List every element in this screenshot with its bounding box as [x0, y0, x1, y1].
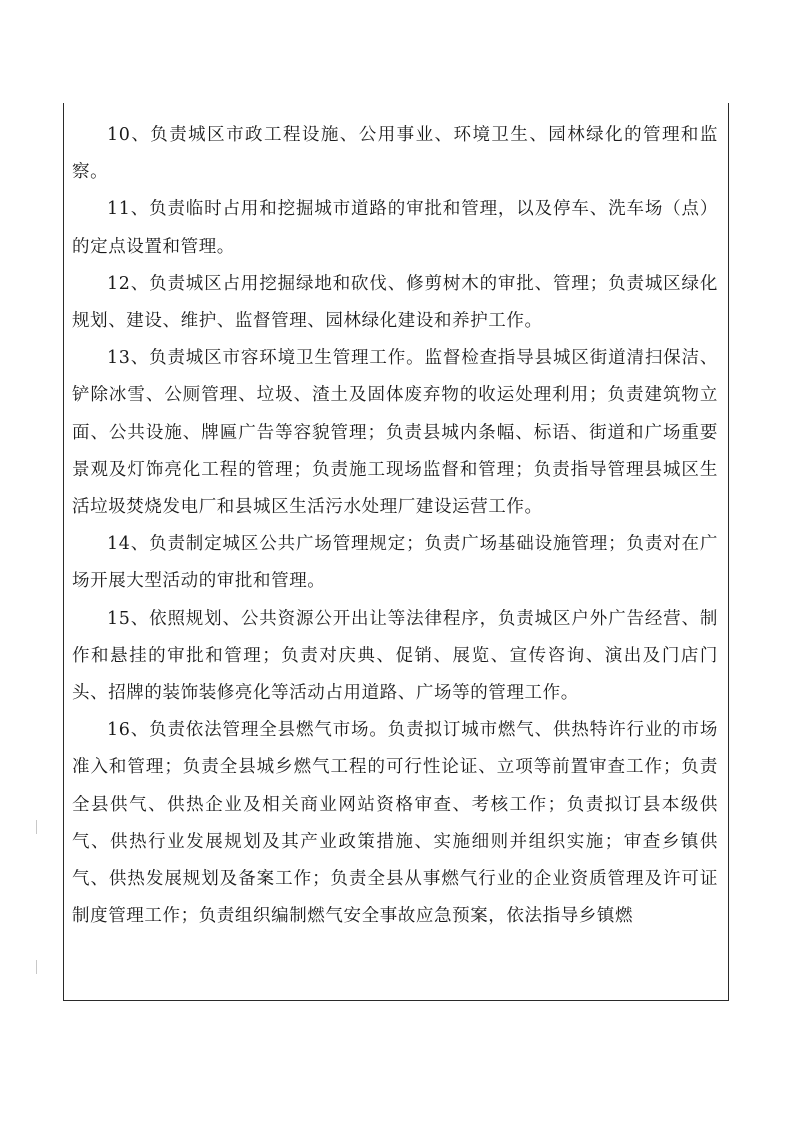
scan-margin-mark: [36, 960, 37, 974]
paragraph-item-13: 13、负责城区市容环境卫生管理工作。监督检查指导县城区街道清扫保洁、铲除冰雪、公厕管理、垃圾、渣土及固体废弃物的收运处理利用；负责建筑物立面、公共设施、牌匾广告等容貌管理；负责县城内条幅、标语、街道和广场重要景观及灯饰亮化工程的管理；负责施工现场监督和管理；负责指导管理县城区生活垃圾焚烧发电厂和县城区生活污水处理厂建设运营工作。: [72, 348, 718, 518]
paragraph-item-15: 15、依照规划、公共资源公开出让等法律程序，负责城区户外广告经营、制作和悬挂的审批和管理；负责对庆典、促销、展览、宣传咨询、演出及门店门头、招牌的装饰装修亮化等活动占用道路、广场等的管理工作。: [72, 608, 718, 704]
paragraph-item-14: 14、负责制定城区公共广场管理规定；负责广场基础设施管理；负责对在广场开展大型活动的审批和管理。: [72, 534, 718, 592]
document-body: [72, 117, 718, 935]
paragraph-item-10: 10、负责城区市政工程设施、公用事业、环境卫生、园林绿化的管理和监察。: [72, 125, 718, 183]
table-cell-frame: [63, 103, 729, 1001]
paragraph-item-11: 11、负责临时占用和挖掘城市道路的审批和管理，以及停车、洗车场（点）的定点设置和管理。: [72, 199, 718, 257]
scan-margin-mark: [36, 820, 37, 834]
paragraph-item-16: 16、负责依法管理全县燃气市场。负责拟订城市燃气、供热特许行业的市场准入和管理；负责全县城乡燃气工程的可行性论证、立项等前置审查工作；负责全县供气、供热企业及相关商业网站资格审查、考核工作；负责拟订县本级供气、供热行业发展规划及其产业政策措施、实施细则并组织实施；审查乡镇供气、供热发展规划及备案工作；负责全县从事燃气行业的企业资质管理及许可证制度管理工作；负责组织编制燃气安全事故应急预案，依法指导乡镇燃: [72, 720, 718, 927]
paragraph-item-12: 12、负责城区占用挖掘绿地和砍伐、修剪树木的审批、管理；负责城区绿化规划、建设、维护、监督管理、园林绿化建设和养护工作。: [72, 273, 718, 332]
